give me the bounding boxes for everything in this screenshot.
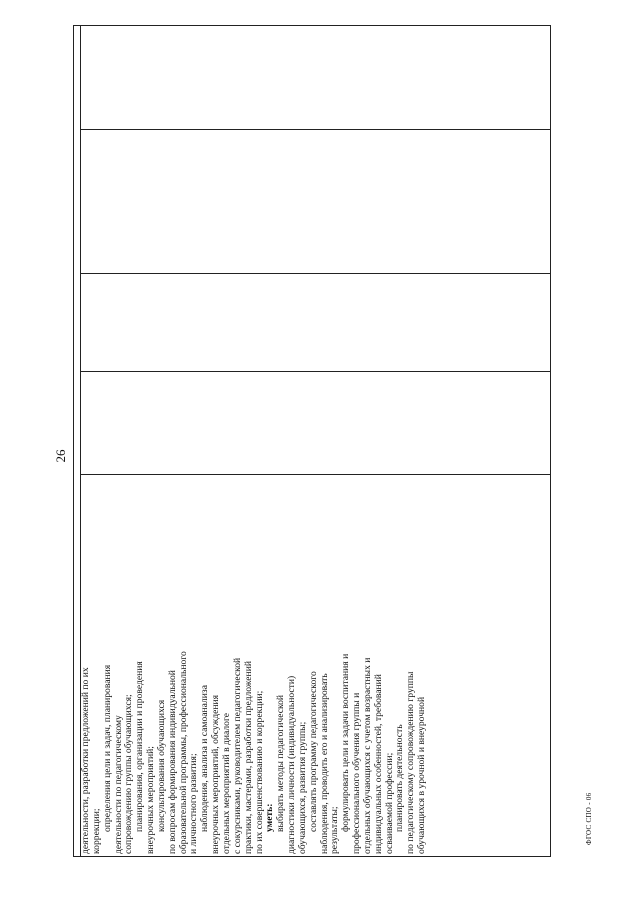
text-line: обучающихся, развития группы;	[296, 721, 308, 854]
text-line: отдельных обучающихся с учетом возрастных и	[361, 657, 373, 854]
text-line: результаты;	[329, 806, 341, 854]
text-line: по их совершенствованию и коррекции;	[253, 690, 265, 854]
column-divider	[81, 371, 550, 372]
text-line: по вопросам формирования индивидуальной	[166, 670, 178, 854]
column-divider	[81, 129, 550, 130]
text-line: наблюдения, анализа и самоанализа	[199, 685, 211, 832]
text-line: формулировать цели и задачи воспитания и	[340, 653, 352, 832]
text-line: сопровождению группы обучающихся;	[123, 694, 135, 854]
text-line: обучающихся в урочной и внеурочной	[416, 696, 428, 854]
text-line: диагностики личности (индивидуальности)	[286, 675, 298, 854]
text-line: составлять программу педагогического	[307, 671, 319, 832]
text-line: и личностного развития;	[188, 753, 200, 854]
text-line: планирования, организации и проведения	[134, 661, 146, 832]
text-line: образовательной программы, профессионального	[177, 651, 189, 854]
footer-code: ФГОС СПО - 06	[585, 792, 593, 845]
text-line: уметь:	[264, 803, 276, 832]
text-line: отдельных мероприятий в диалоге	[220, 712, 232, 854]
column-divider	[81, 474, 550, 475]
text-line: индивидуальных особенностей, требований	[372, 674, 384, 854]
text-line: выбирать методы педагогической	[275, 694, 287, 832]
text-line: консультирования обучающихся	[155, 699, 167, 832]
competency-text-cell	[81, 477, 428, 854]
table-content-row	[81, 26, 558, 856]
text-line: деятельности, разработки предложений по их	[80, 667, 91, 854]
text-line: практики, мастерами, разработки предложений	[242, 661, 254, 854]
text-line: коррекции;	[90, 808, 102, 854]
text-line: планировать деятельность	[394, 724, 406, 832]
text-line: по педагогическому сопровождению группы	[405, 671, 417, 854]
competency-table	[73, 25, 551, 857]
page-number: 26	[53, 449, 68, 463]
text-line: осваиваемой профессии;	[383, 752, 395, 854]
text-line: деятельности по педагогическому	[112, 715, 124, 854]
column-divider	[81, 273, 550, 274]
text-line: определения цели и задач, планирования	[101, 664, 113, 832]
text-line: с сокурсниками, руководителем педагогической	[231, 657, 243, 854]
text-line: внеурочных мероприятий;	[145, 746, 157, 854]
text-line: внеурочных мероприятий, обсуждения	[210, 694, 222, 854]
text-line: наблюдения, проводить его и анализировать	[318, 673, 330, 854]
text-line: профессионального обучения группы и	[351, 692, 363, 854]
